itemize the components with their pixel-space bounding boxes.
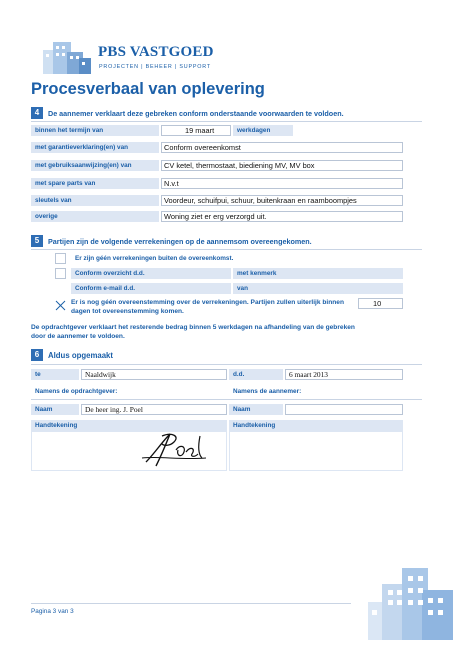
te-value: Naaldwijk [85, 370, 116, 379]
sleutels-value: Voordeur, schuifpui, schuur, buitenkraan en raamboompjes [164, 196, 357, 205]
footer-rule [31, 603, 351, 604]
page-number: Pagina 3 van 3 [31, 608, 74, 615]
email-label: Conform e-mail d.d. [71, 283, 231, 294]
section-5-number: 5 [31, 235, 43, 247]
section-4-number: 4 [31, 107, 43, 119]
naam-aannemer-box[interactable] [285, 404, 403, 415]
company-tagline: PROJECTEN | BEHEER | SUPPORT [99, 64, 211, 70]
handleiding-label: met gebruiksaanwijzing(en) van [31, 160, 159, 171]
overige-label: overige [31, 211, 159, 222]
company-logo [41, 36, 95, 76]
termijn-value: 19 maart [185, 126, 215, 135]
footer-buildings-graphic [368, 558, 453, 640]
section-5-heading: Partijen zijn de volgende verrekeningen op de aannemsom overeengekomen. [48, 237, 312, 246]
aannemer-heading: Namens de aannemer: [233, 388, 302, 395]
section-6-rule [31, 364, 422, 365]
spare-value: N.v.t [164, 179, 179, 188]
handtekening-opdrachtgever-label: Handtekening [31, 420, 227, 431]
option-overview-checkbox[interactable] [55, 268, 66, 279]
building-logo-icon [41, 36, 95, 76]
sleutels-label: sleutels van [31, 195, 159, 206]
van-label: van [233, 283, 403, 294]
overige-value: Woning ziet er erg verzorgd uit. [164, 212, 267, 221]
payment-statement: De opdrachtgever verklaart het resterende bedrag binnen 5 werkdagen na afhandeling van de gebreken door de aannemer te voldoen. [31, 324, 355, 340]
signatures-rule [31, 399, 422, 400]
overzicht-label: Conform overzicht d.d. [71, 268, 231, 279]
section-5-rule [31, 249, 422, 250]
section-4-heading: De aannemer verklaart deze gebreken conform onderstaande voorwaarden te voldoen. [48, 109, 344, 118]
option-no-settlement-label: Er zijn géén verrekeningen buiten de overeenkomst. [75, 255, 234, 262]
page-title: Procesverbaal van oplevering [31, 80, 265, 98]
dd-value: 6 maart 2013 [289, 370, 328, 379]
option-no-settlement-checkbox[interactable] [55, 253, 66, 264]
garantie-label: met garantieverklaring(en) van [31, 142, 159, 153]
garantie-value: Conform overeenkomst [164, 143, 241, 152]
kenmerk-label: met kenmerk [233, 268, 403, 279]
handtekening-aannemer-area[interactable] [229, 431, 403, 471]
naam-aannemer-label: Naam [229, 404, 283, 415]
days-value: 10 [373, 299, 382, 308]
option-no-agreement-label: Er is nog géén overeenstemming over de verrekeningen. Partijen zullen uiterlijk binnen dagen tot overeenstemming komen. [71, 299, 344, 315]
handtekening-aannemer-label: Handtekening [229, 420, 403, 431]
cross-mark-icon [55, 300, 66, 311]
termijn-label: binnen het termijn van [31, 125, 159, 136]
naam-opdrachtgever-label: Naam [31, 404, 79, 415]
option-no-agreement-checkbox[interactable] [55, 298, 66, 309]
spare-label: met spare parts van [31, 178, 159, 189]
dd-label: d.d. [229, 369, 283, 380]
section-4-rule [31, 121, 422, 122]
company-name: PBS VASTGOED [98, 44, 214, 60]
section-6-number: 6 [31, 349, 43, 361]
buildings-decoration-icon [368, 558, 453, 640]
opdrachtgever-heading: Namens de opdrachtgever: [35, 388, 118, 395]
werkdagen-label: werkdagen [233, 125, 293, 136]
signature-image [140, 428, 212, 470]
section-6-heading: Aldus opgemaakt [48, 351, 113, 360]
te-label: te [31, 369, 79, 380]
handleiding-value: CV ketel, thermostaat, biediening MV, MV box [164, 161, 315, 170]
naam-opdrachtgever-value: De heer ing. J. Poel [85, 405, 143, 414]
